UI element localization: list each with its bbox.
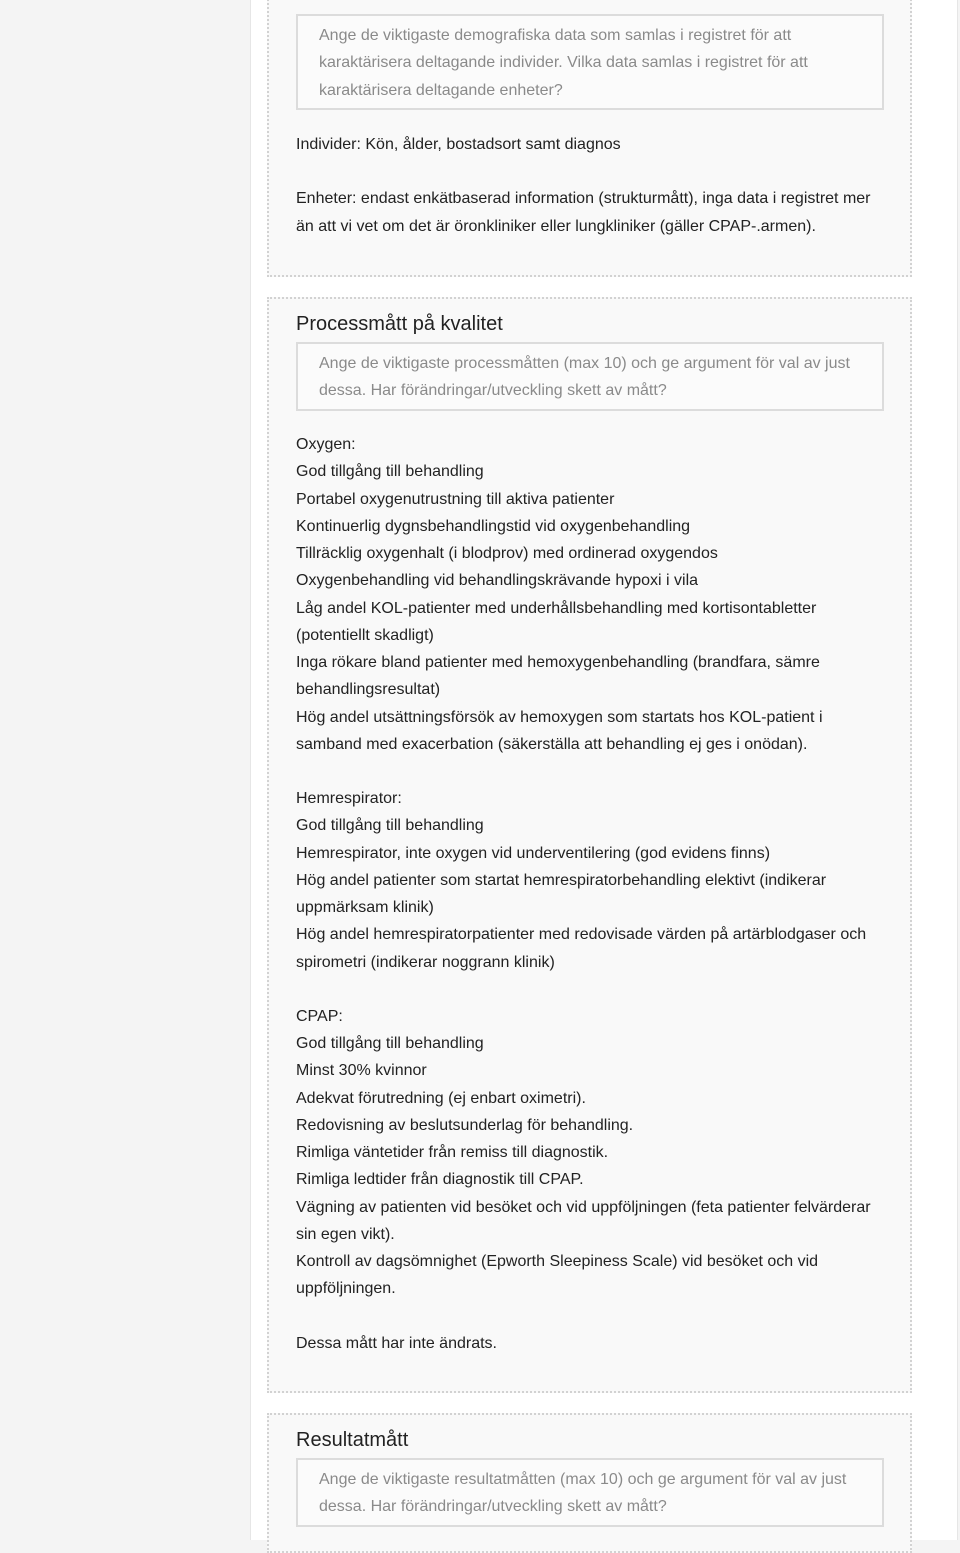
process-question-box	[296, 342, 884, 411]
list-item: Hemrespirator, inte oxygen vid underventilering (god evidens finns)	[296, 844, 771, 862]
hemrespirator-group	[296, 785, 886, 976]
results-question-box	[296, 1458, 884, 1527]
list-item: Hög andel patienter som startat hemrespiratorbehandling elektivt (indikerar uppmärksam klinik)	[296, 871, 827, 916]
list-item: Låg andel KOL-patienter med underhållsbehandling med kortisontabletter (potentiellt skadligt)	[296, 599, 817, 644]
list-item: God tillgång till behandling	[296, 463, 484, 481]
list-item: Adekvat förutredning (ej enbart oximetri).	[296, 1089, 586, 1107]
process-closing: Dessa mått har inte ändrats.	[296, 1334, 497, 1352]
list-item: Vägning av patienten vid besöket och vid uppföljningen (feta patienter felvärderar sin egen vikt).	[296, 1198, 871, 1243]
answer-units: Enheter: endast enkätbaserad information (strukturmått), inga data i registret mer än att vi vet om det är öronkliniker eller lungkliniker (gäller CPAP-.armen).	[296, 190, 871, 235]
list-item: Redovisning av beslutsunderlag för behandling.	[296, 1116, 634, 1134]
list-item: Hög andel hemrespiratorpatienter med redovisade värden på artärblodgaser och spirometri (indikerar noggrann klinik)	[296, 926, 867, 971]
list-item: Oxygenbehandling vid behandlingskrävande hypoxi i vila	[296, 572, 699, 590]
list-item: God tillgång till behandling	[296, 1035, 484, 1052]
list-item: Inga rökare bland patienter med hemoxygenbehandling (brandfara, sämre behandlingsresultat)	[296, 654, 820, 699]
results-question: Ange de viktigaste resultatmåtten (max 10) och ge argument för val av just dessa. Har förändringar/utveckling skett av mått?	[319, 1471, 847, 1516]
list-item: Rimliga ledtider från diagnostik till CPAP.	[296, 1171, 584, 1189]
list-item: Hög andel utsättningsförsök av hemoxygen som startats hos KOL-patient i samband med exacerbation (säkerställa att behandling ej ges i onödan).	[296, 708, 823, 753]
list-item: Tillräcklig oxygenhalt (i blodprov) med ordinerad oxygendos	[296, 545, 718, 562]
process-answer	[296, 431, 886, 1357]
process-title: Processmått på kvalitet	[296, 313, 503, 335]
group-heading: Oxygen:	[296, 436, 356, 453]
list-item: Rimliga väntetider från remiss till diagnostik.	[296, 1144, 609, 1161]
demographics-question-box	[296, 14, 884, 110]
list-item: Kontroll av dagsömnighet (Epworth Sleepiness Scale) vid besöket och vid uppföljningen.	[296, 1253, 819, 1298]
results-title: Resultatmått	[296, 1429, 409, 1451]
list-item: Kontinuerlig dygnsbehandlingstid vid oxygenbehandling	[296, 517, 691, 535]
list-item: Minst 30% kvinnor	[296, 1062, 427, 1080]
list-item: Portabel oxygenutrustning till aktiva patienter	[296, 490, 615, 508]
group-heading: CPAP:	[296, 1007, 343, 1025]
cpap-group	[296, 1003, 886, 1303]
list-item: God tillgång till behandling	[296, 817, 484, 835]
group-heading: Hemrespirator:	[296, 790, 402, 807]
answer-individuals: Individer: Kön, ålder, bostadsort samt diagnos	[296, 136, 621, 153]
oxygen-group	[296, 431, 886, 758]
process-question: Ange de viktigaste processmåtten (max 10) och ge argument för val av just dessa. Har förändringar/utveckling skett av mått?	[319, 355, 850, 400]
demographics-question: Ange de viktigaste demografiska data som samlas i registret för att karaktärisera deltagande individer. Vilka data samlas i registret för att karaktärisera deltagande enheter?	[319, 27, 808, 99]
demographics-answer	[296, 131, 886, 240]
